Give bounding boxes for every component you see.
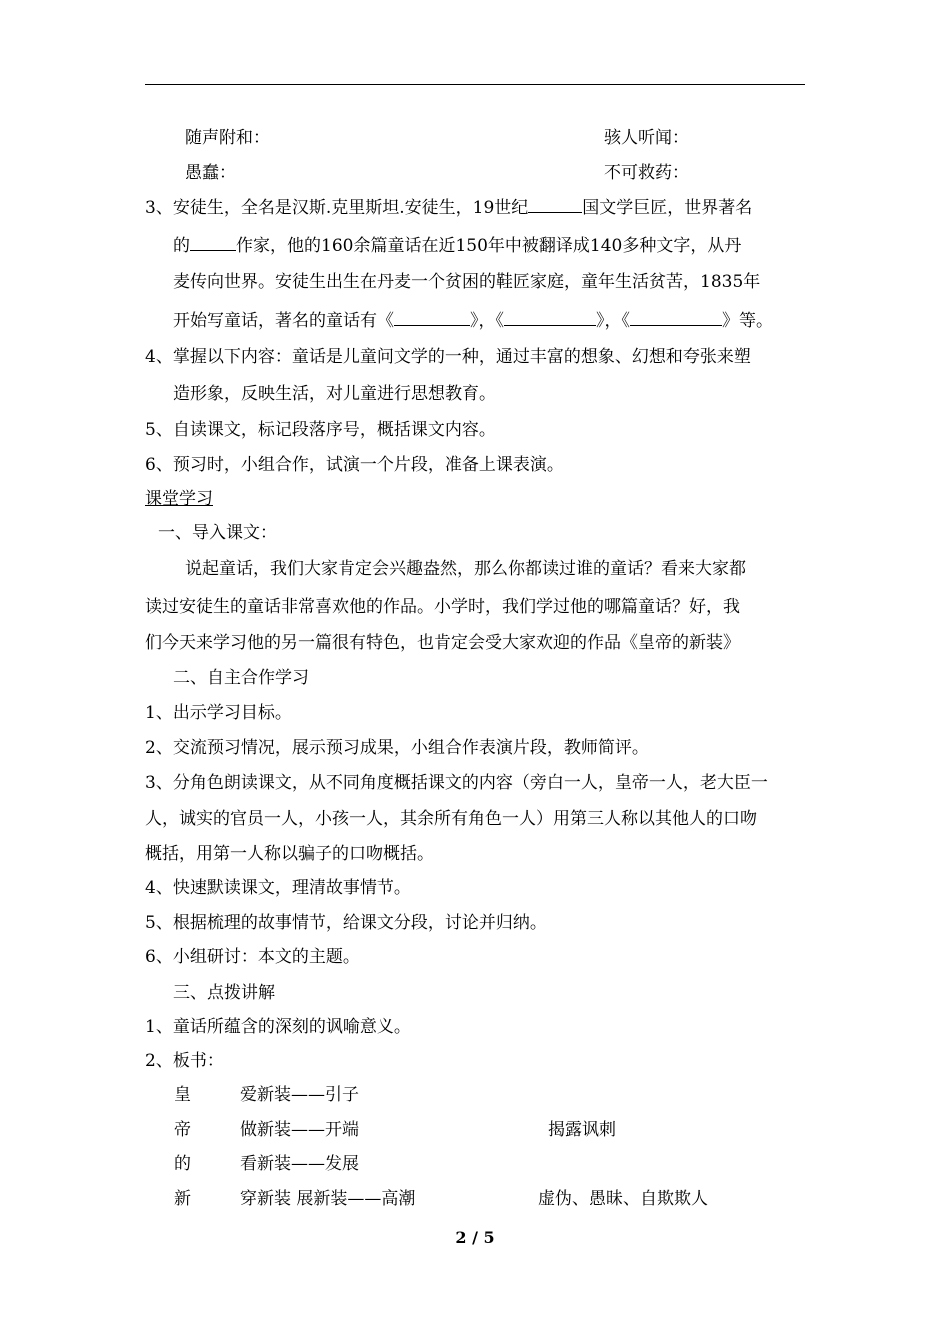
- board-note-2: 虚伪、愚昧、自欺欺人: [538, 1189, 708, 1209]
- page-number: 2 / 5: [455, 1228, 495, 1247]
- answer-blank: [190, 234, 236, 251]
- board-char-4: 新: [174, 1189, 191, 1209]
- q3-line-4: [173, 309, 773, 332]
- section-title: 课堂学习: [145, 489, 213, 509]
- part3-heading: 三、点拨讲解: [173, 983, 275, 1003]
- q4-line-1: 4、掌握以下内容：童话是儿童问文学的一种，通过丰富的想象、幻想和夸张来塑: [145, 347, 751, 367]
- answer-blank: [394, 309, 470, 326]
- answer-blank: [504, 309, 596, 326]
- board-row-2: 做新装——开端: [240, 1120, 359, 1140]
- board-row-3: 看新装——发展: [240, 1154, 359, 1174]
- answer-blank: [630, 309, 722, 326]
- intro-line-2: 读过安徒生的童话非常喜欢他的作品。小学时，我们学过他的哪篇童话？好，我: [145, 597, 740, 617]
- part2-item-6: 6、小组研讨：本文的主题。: [145, 947, 360, 967]
- part2-item-3c: 概括，用第一人称以骗子的口吻概括。: [145, 844, 434, 864]
- part1-heading: 一、导入课文：: [158, 523, 277, 543]
- board-row-4: 穿新装 展新装——高潮: [240, 1189, 416, 1209]
- board-char-1: 皇: [174, 1085, 191, 1105]
- header-rule: [145, 84, 805, 85]
- part2-heading: 二、自主合作学习: [173, 668, 309, 688]
- part2-item-2: 2、交流预习情况，展示预习成果，小组合作表演片段，教师简评。: [145, 738, 649, 758]
- q5: 5、自读课文，标记段落序号，概括课文内容。: [145, 420, 496, 440]
- intro-line-3: 们今天来学习他的另一篇很有特色，也肯定会受大家欢迎的作品《皇帝的新装》: [145, 633, 740, 653]
- q3-text: 作家，他的160余篇童话在近150年中被翻译成140多种文字，从丹: [236, 236, 742, 256]
- intro-line-1: 说起童话，我们大家肯定会兴趣盎然，那么你都读过谁的童话？看来大家都: [185, 559, 746, 579]
- vocab-2: 骇人听闻：: [604, 128, 689, 148]
- q6: 6、预习时，小组合作，试演一个片段，准备上课表演。: [145, 455, 564, 475]
- q3-text: 的: [173, 236, 190, 256]
- q3-text: 3、安徒生，全名是汉斯.克里斯坦.安徒生，19世纪: [145, 198, 529, 218]
- q3-text: 》，《: [470, 311, 504, 331]
- vocab-3: 愚蠢：: [185, 163, 236, 183]
- q3-text: 》，《: [596, 311, 630, 331]
- vocab-1: 随声附和：: [185, 128, 270, 148]
- part2-item-4: 4、快速默读课文，理清故事情节。: [145, 878, 411, 898]
- board-char-3: 的: [174, 1154, 191, 1174]
- vocab-4: 不可救药：: [604, 163, 689, 183]
- q4-line-2: 造形象，反映生活，对儿童进行思想教育。: [173, 384, 496, 404]
- q3-line-1: [145, 196, 752, 219]
- part2-item-1: 1、出示学习目标。: [145, 703, 292, 723]
- part2-item-3a: 3、分角色朗读课文，从不同角度概括课文的内容（旁白一人，皇帝一人，老大臣一: [145, 773, 768, 793]
- q3-text: 开始写童话，著名的童话有《: [173, 311, 394, 331]
- part2-item-5: 5、根据梳理的故事情节，给课文分段，讨论并归纳。: [145, 913, 547, 933]
- q3-line-3: 麦传向世界。安徒生出生在丹麦一个贫困的鞋匠家庭，童年生活贫苦，1835年: [173, 272, 761, 292]
- part3-item-1: 1、童话所蕴含的深刻的讽喻意义。: [145, 1017, 411, 1037]
- board-row-1: 爱新装——引子: [240, 1085, 359, 1105]
- q3-text: 国文学巨匠，世界著名: [582, 198, 753, 218]
- board-note-1: 揭露讽刺: [548, 1120, 616, 1140]
- q3-text: 》等。: [722, 311, 773, 331]
- part3-item-2: 2、板书：: [145, 1051, 224, 1071]
- part2-item-3b: 人，诚实的官员一人，小孩一人，其余所有角色一人）用第三人称以其他人的口吻: [145, 809, 757, 829]
- q3-line-2: [173, 234, 741, 257]
- answer-blank: [528, 196, 582, 213]
- board-char-2: 帝: [174, 1120, 191, 1140]
